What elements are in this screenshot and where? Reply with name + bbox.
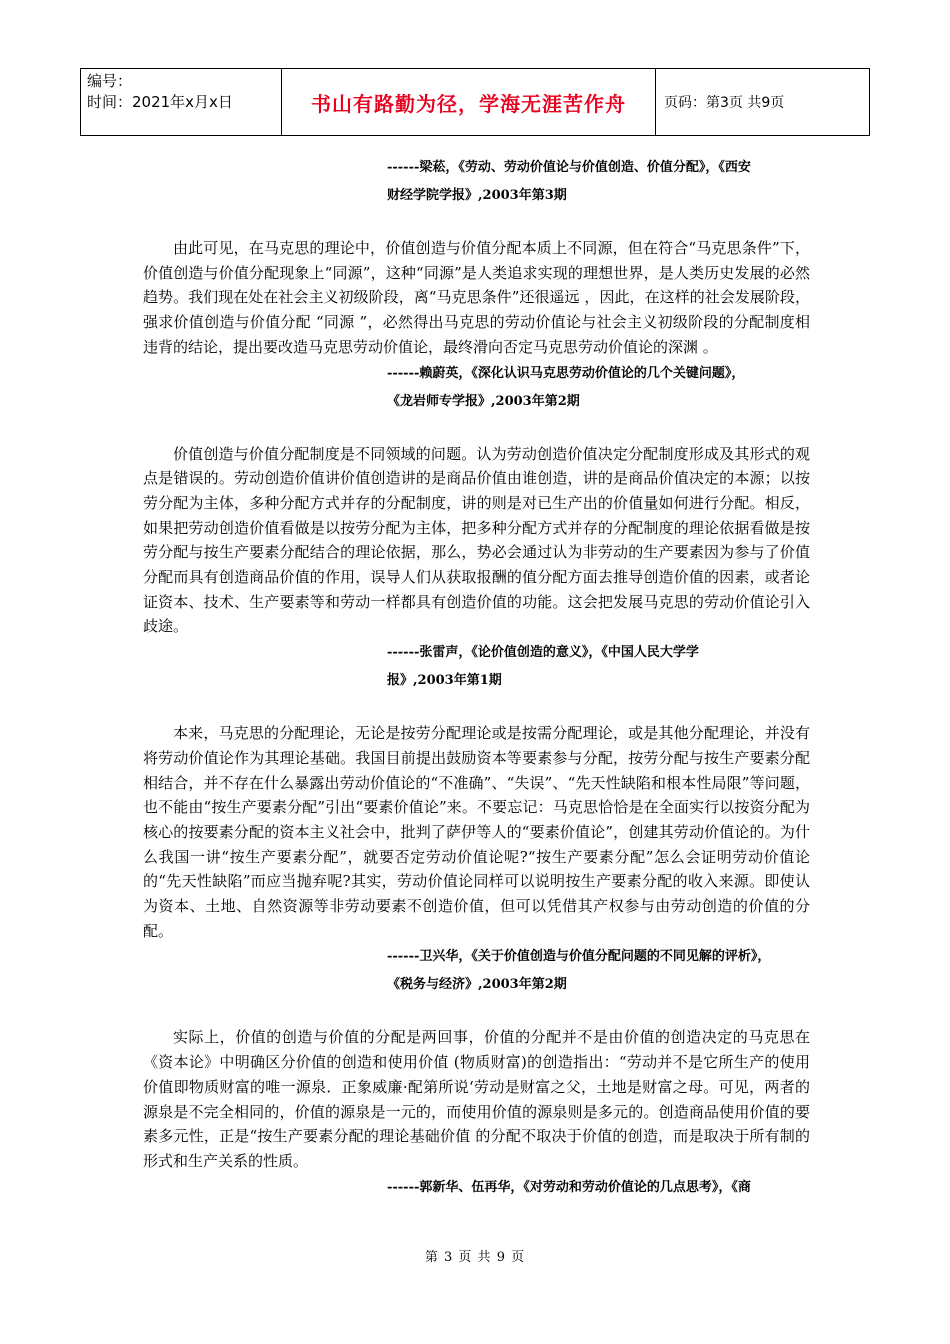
- citation-line: ------赖蔚英，《深化认识马克思劳动价值论的几个关键问题》，: [387, 365, 745, 381]
- number-label: 编号：: [87, 72, 133, 90]
- citation-line: 《税务与经济》,2003年第2期: [387, 977, 567, 993]
- spacer: [143, 999, 810, 1025]
- citation: [143, 360, 810, 416]
- paragraph: 价值创造与价值分配制度是不同领域的问题。认为劳动创造价值决定分配制度形成及其形式的观点是错误的。劳动创造价值讲价值创造讲的是商品价值由谁创造，讲的是商品价值决定的本源；以按劳分配为主体，多种分配方式并存的分配制度，讲的则是对已生产出的价值量如何进行分配。相反，如果把劳动创造价值看做是以按劳分配为主体，把多种分配方式并存的分配制度的理论依据看做是按劳分配与按生产要素分配结合的理论依据，那么，势必会通过认为非劳动的生产要素因为参与了价值分配而具有创造商品价值的作用，误导人们从获取报酬的值分配方面去推导创造价值的因素，或者论证资本、技术、生产要素等和劳动一样都具有创造价值的功能。这会把发展马克思的劳动价值论引入歧途。: [143, 444, 810, 636]
- citation-line: ------卫兴华，《关于价值创造与价值分配问题的不同见解的评析》，: [387, 949, 771, 965]
- spacer: [143, 695, 810, 721]
- document-body: [143, 154, 810, 1202]
- header-meta: [81, 69, 282, 135]
- citation: [143, 943, 810, 999]
- citation-line: ------郭新华、伍再华，《对劳动和劳动价值论的几点思考》，《商: [387, 1179, 751, 1195]
- citation: [143, 1174, 810, 1202]
- spacer: [143, 416, 810, 442]
- citation: [143, 639, 810, 695]
- paragraph: 由此可见，在马克思的理论中，价值创造与价值分配本质上不同源，但在符合“马克思条件”下，价值创造与价值分配现象上“同源”，这种“同源”是人类追求实现的理想世界，是人类历史发展的必然趋势。我们现在处在社会主义初级阶段，离“马克思条件”还很遥远 ，因此，在这样的社会发展阶段，强求价值创造与价值分配 “同源 ”，必然得出马克思的劳动价值论与社会主义初级阶段的分配制度相违背的结论，提出要改造马克思劳动价值论，最终滑向否定马克思劳动价值论的深渊 。: [143, 239, 810, 356]
- page-footer: 第 3 页 共 9 页: [424, 1250, 526, 1265]
- citation-line: 《龙岩师专学报》,2003年第2期: [387, 393, 580, 409]
- page-header: [80, 68, 870, 136]
- citation-line: ------梁菘，《劳动、劳动价值论与价值创造、价值分配》，《西安: [387, 160, 751, 175]
- paragraph: 本来，马克思的分配理论，无论是按劳分配理论或是按需分配理论，或是其他分配理论，并没有将劳动价值论作为其理论基础。我国目前提出鼓励资本等要素参与分配，按劳分配与按生产要素分配相结合，并不存在什么暴露出劳动价值论的“不准确”、“失误”、“先天性缺陷和根本性局限”等问题，也不能由“按生产要素分配”引出“要素价值论”来。不要忘记：马克思恰恰是在全面实行以按资分配为核心的按要素分配的资本主义社会中，批判了萨伊等人的“要素价值论”，创建其劳动价值论的。为什么我国一讲“按生产要素分配”，就要否定劳动价值论呢?“按生产要素分配”怎么会证明劳动价值论的“先天性缺陷”而应当抛弃呢?其实，劳动价值论同样可以说明按生产要素分配的收入来源。即使认为资本、土地、自然资源等非劳动要素不创造价值，但可以凭借其产权参与由劳动创造的价值的分配。: [143, 724, 810, 940]
- time-label: 时间：2021年x月x日: [87, 93, 233, 111]
- page-info: 页码：第3页 共9页: [664, 95, 785, 111]
- citation-line: ------张雷声，《论价值创造的意义》，《中国人民大学学: [387, 645, 699, 661]
- citation: [143, 154, 810, 210]
- spacer: [143, 210, 810, 236]
- citation-line: 财经学院学报》,2003年第3期: [387, 188, 567, 203]
- motto: 书山有路勤为径，学海无涯苦作舟: [282, 69, 656, 135]
- paragraph: 实际上，价值的创造与价值的分配是两回事，价值的分配并不是由价值的创造决定的马克思在《资本论》中明确区分价值的创造和使用价值 (物质财富)的创造指出：“劳动并不是它所生产的使用价值即物质财富的唯一源泉．正象威廉·配第所说‘劳动是财富之父，土地是财富之母。可见，两者的源泉是不完全相同的，价值的源泉是一元的，而使用价值的源泉则是多元的。创造商品使用价值的要素多元性，正是“按生产要素分配的理论基础价值 的分配不取决于价值的创造，而是取决于所有制的形式和生产关系的性质。: [143, 1028, 810, 1170]
- citation-line: 报》,2003年第1期: [387, 673, 502, 689]
